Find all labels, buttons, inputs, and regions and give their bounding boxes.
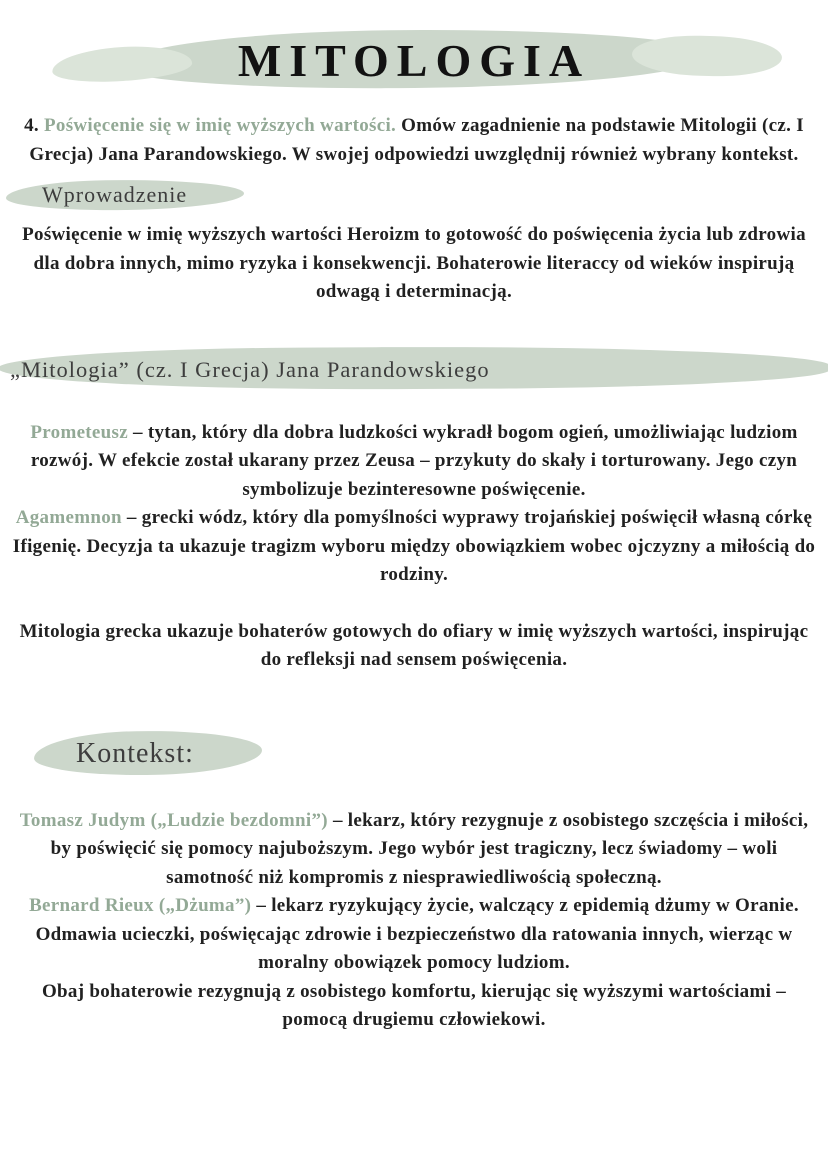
question-text: [10, 112, 818, 169]
question-instructions: Omów zagadnienie na podstawie Mitologii (cz. I Grecja) Jana Parandowskiego. W swojej odpowiedzi uwzględnij również wybrany kontekst.: [29, 115, 804, 165]
agamemnon-name: Agamemnon: [15, 507, 122, 528]
prometheus-paragraph: [10, 419, 818, 505]
judym-description: – lekarz, który rezygnuje z osobistego szczęścia i miłości, by poświęcić się pomocy najuboższym. Jego wybór jest tragiczny, lecz świadomy – woli samotność niż kompromis z niesprawiedliwością społeczną.: [50, 809, 809, 888]
prometheus-name: Prometeusz: [30, 421, 128, 443]
agamemnon-paragraph: [10, 504, 818, 590]
page-title: MITOLOGIA: [237, 35, 591, 86]
context-summary-paragraph: Obaj bohaterowie rezygnują z osobistego komfortu, kierując się wyższymi wartościami – pomocą drugiemu człowiekowi.: [41, 980, 787, 1030]
judym-name: Tomasz Judym („Ludzie bezdomni”): [19, 809, 328, 831]
mythology-heading: „Mitologia” (cz. I Grecja) Jana Parandowskiego: [10, 356, 490, 382]
intro-heading: Wprowadzenie: [42, 182, 188, 207]
context-heading: Kontekst:: [76, 737, 194, 769]
judym-paragraph: [10, 807, 818, 893]
intro-heading-row: [10, 177, 818, 213]
context-heading-row: [10, 729, 818, 779]
prometheus-description: – tytan, który dla dobra ludzkości wykradł bogom ogień, umożliwiając ludziom rozwój. W efekcie został ukarany przez Zeusa – przykuty do skały i torturowany. Jego czyn symbolizuje bezinteresowne poświęcenie.: [30, 421, 798, 500]
question-topic: Poświęcenie się w imię wyższych wartości.: [44, 115, 397, 136]
question-number: 4.: [24, 115, 44, 136]
rieux-description: – lekarz ryzykujący życie, walczący z epidemią dżumy w Oranie. Odmawia ucieczki, poświęcając zdrowie i bezpieczeństwo dla ratowania innych, wierząc w moralny obowiązek pomocy ludziom.: [35, 895, 799, 973]
rieux-paragraph: [10, 892, 818, 978]
title-section: [10, 22, 818, 102]
agamemnon-description: – grecki wódz, który dla pomyślności wyprawy trojańskiej poświęcił własną córkę Ifigenię. Decyzja ta ukazuje tragizm wyboru między obowiązkiem wobec ojczyzny a miłością do rodziny.: [12, 507, 816, 585]
mythology-heading-row: [10, 349, 818, 391]
mythology-summary-paragraph: Mitologia grecka ukazuje bohaterów gotowych do ofiary w imię wyższych wartości, inspirując do refleksji nad sensem poświęcenia.: [19, 620, 809, 670]
rieux-name: Bernard Rieux („Dżuma”): [29, 895, 252, 916]
intro-paragraph: Poświęcenie w imię wyższych wartości Heroizm to gotowość do poświęcenia życia lub zdrowia dla dobra innych, mimo ryzyka i konsekwencji. Bohaterowie literaccy od wieków inspirują odwagą i determinacją.: [22, 224, 806, 302]
